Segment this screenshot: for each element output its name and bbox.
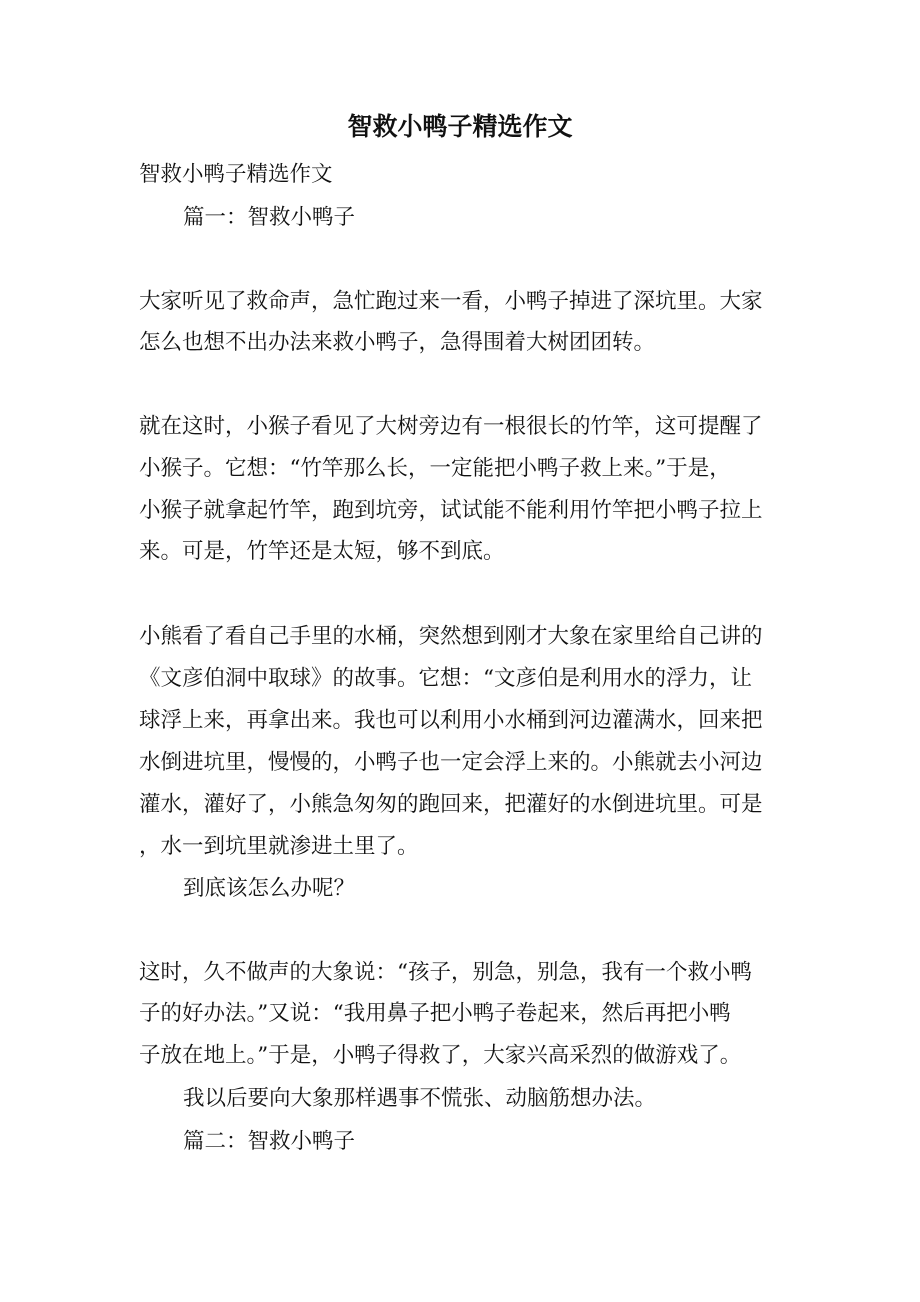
paragraph-1-line-2: 怎么也想不出办法来救小鸭子，急得围着大树团团转。 [139,330,656,355]
section-heading-1: 篇一：智救小鸭子 [183,205,356,230]
paragraph-3-line-3: 球浮上来，再拿出来。我也可以利用小水桶到河边灌满水，回来把 [139,708,763,733]
paragraph-5-line-2: 子的好办法。”又说：“我用鼻子把小鸭子卷起来，然后再把小鸭 [139,1001,731,1026]
paragraph-3-line-5: 灌水，灌好了，小熊急匆匆的跑回来，把灌好的水倒进坑里。可是 [139,792,763,817]
paragraph-3-line-4: 水倒进坑里，慢慢的，小鸭子也一定会浮上来的。小熊就去小河边 [139,750,763,775]
paragraph-2-line-1: 就在这时，小猴子看见了大树旁边有一根很长的竹竿，这可提醒了 [139,414,763,439]
paragraph-6-line-1: 我以后要向大象那样遇事不慌张、动脑筋想办法。 [183,1086,657,1111]
paragraph-2-line-4: 来。可是，竹竿还是太短，够不到底。 [139,539,505,564]
paragraph-1-line-1: 大家听见了救命声，急忙跑过来一看，小鸭子掉进了深坑里。大家 [139,289,763,314]
paragraph-5-line-1: 这时，久不做声的大象说：“孩子，别急，别急，我有一个救小鸭 [139,960,752,985]
paragraph-4-line-1: 到底该怎么办呢？ [183,876,356,901]
paragraph-3-line-1: 小熊看了看自己手里的水桶，突然想到刚才大象在家里给自己讲的 [139,624,763,649]
section-heading-2: 篇二：智救小鸭子 [183,1129,356,1154]
paragraph-2-line-2: 小猴子。它想：“竹竿那么长，一定能把小鸭子救上来。”于是， [139,456,731,481]
paragraph-3-line-6: ，水一到坑里就渗进土里了。 [139,834,419,859]
document-subtitle: 智救小鸭子精选作文 [139,162,333,187]
document-title: 智救小鸭子精选作文 [347,112,573,141]
paragraph-2-line-3: 小猴子就拿起竹竿，跑到坑旁，试试能不能利用竹竿把小鸭子拉上 [139,498,763,523]
paragraph-3-line-2: 《文彦伯洞中取球》的故事。它想：“文彦伯是利用水的浮力，让 [139,666,752,691]
paragraph-5-line-3: 子放在地上。”于是，小鸭子得救了，大家兴高采烈的做游戏了。 [139,1043,742,1068]
